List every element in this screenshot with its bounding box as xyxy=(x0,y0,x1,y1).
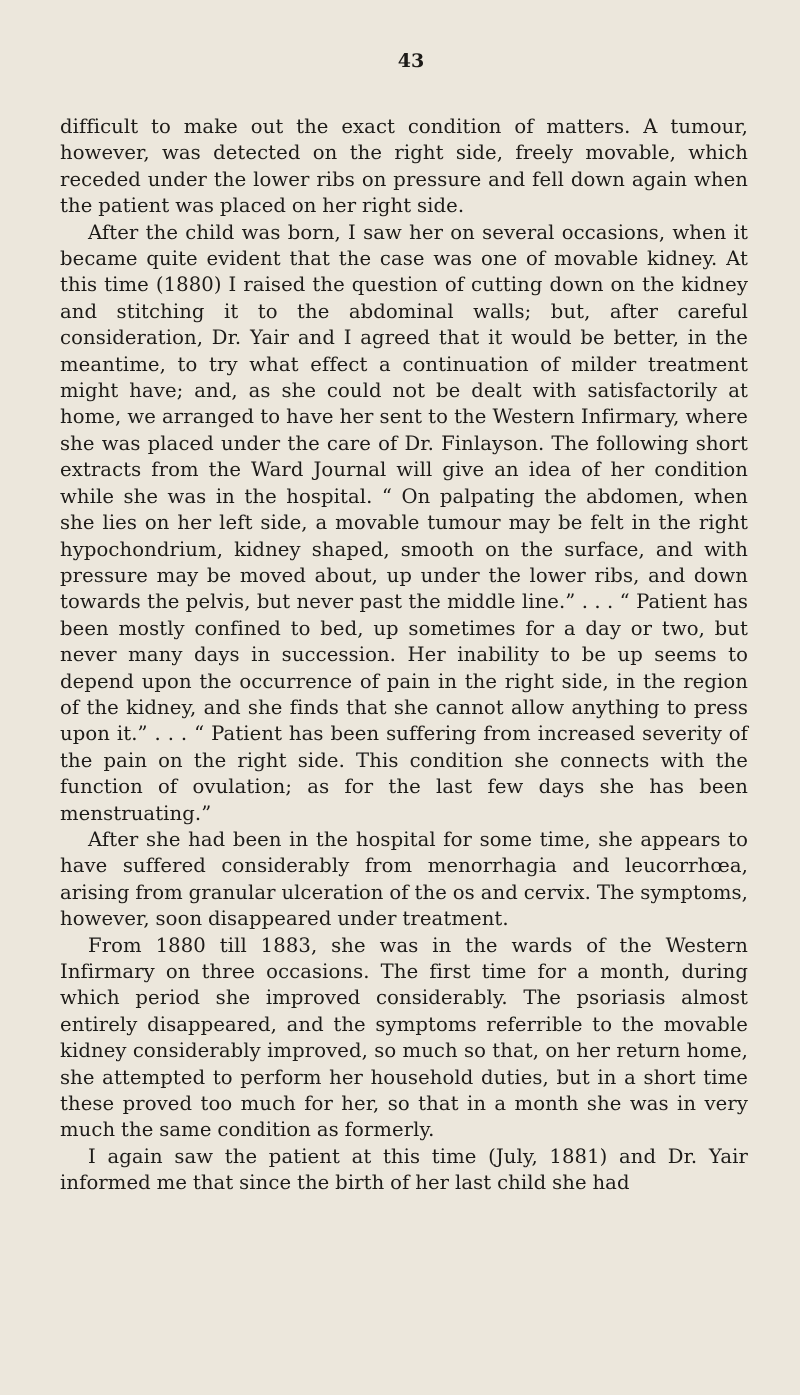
paragraph: After she had been in the hospital for some time, she appears to have suffered considerably from menorrhagia and leucorrhœa, arising from granular ulceration of the os and cervix. The symptoms, however, soon disappeared under treatment. xyxy=(60,827,748,931)
page-number: 43 xyxy=(397,50,425,72)
paragraph: I again saw the patient at this time (July, 1881) and Dr. Yair informed me that since the birth of her last child she had xyxy=(60,1144,748,1195)
paragraph: From 1880 till 1883, she was in the wards of the Western Infirmary on three occasions. The first time for a month, during which period she improved considerably. The psoriasis almost entirely disappeared, and the symptoms referrible to the movable kidney considerably improved, so much so that, on her return home, she attempted to perform her household duties, but in a short time these proved too much for her, so that in a month she was in very much the same condition as formerly. xyxy=(60,933,748,1142)
body-text xyxy=(60,114,748,1197)
paragraph: After the child was born, I saw her on several occasions, when it became quite evident that the case was one of movable kidney. At this time (1880) I raised the question of cutting down on the kidney and stitching it to the abdominal walls; but, after careful consideration, Dr. Yair and I agreed that it would be better, in the meantime, to try what effect a continuation of milder treatment might have; and, as she could not be dealt with satisfactorily at home, we arranged to have her sent to the Western Infirmary, where she was placed under the care of Dr. Finlayson. The following short extracts from the Ward Journal will give an idea of her condition while she was in the hospital. “ On palpating the abdomen, when she lies on her left side, a movable tumour may be felt in the right hypochondrium, kidney shaped, smooth on the surface, and with pressure may be moved about, up under the lower ribs, and down towards the pelvis, but never past the middle line.” . . . “ Patient has been mostly confined to bed, up sometimes for a day or two, but never many days in succession. Her inability to be up seems to depend upon the occurrence of pain in the right side, in the region of the kidney, and she finds that she cannot allow anything to press upon it.” . . . “ Patient has been suffering from increased severity of the pain on the right side. This condition she connects with the function of ovulation; as for the last few days she has been menstruating.” xyxy=(60,220,748,825)
paragraph: difficult to make out the exact condition of matters. A tumour, however, was detected on the right side, freely movable, which receded under the lower ribs on pressure and fell down again when the patient was placed on her right side. xyxy=(60,115,748,218)
